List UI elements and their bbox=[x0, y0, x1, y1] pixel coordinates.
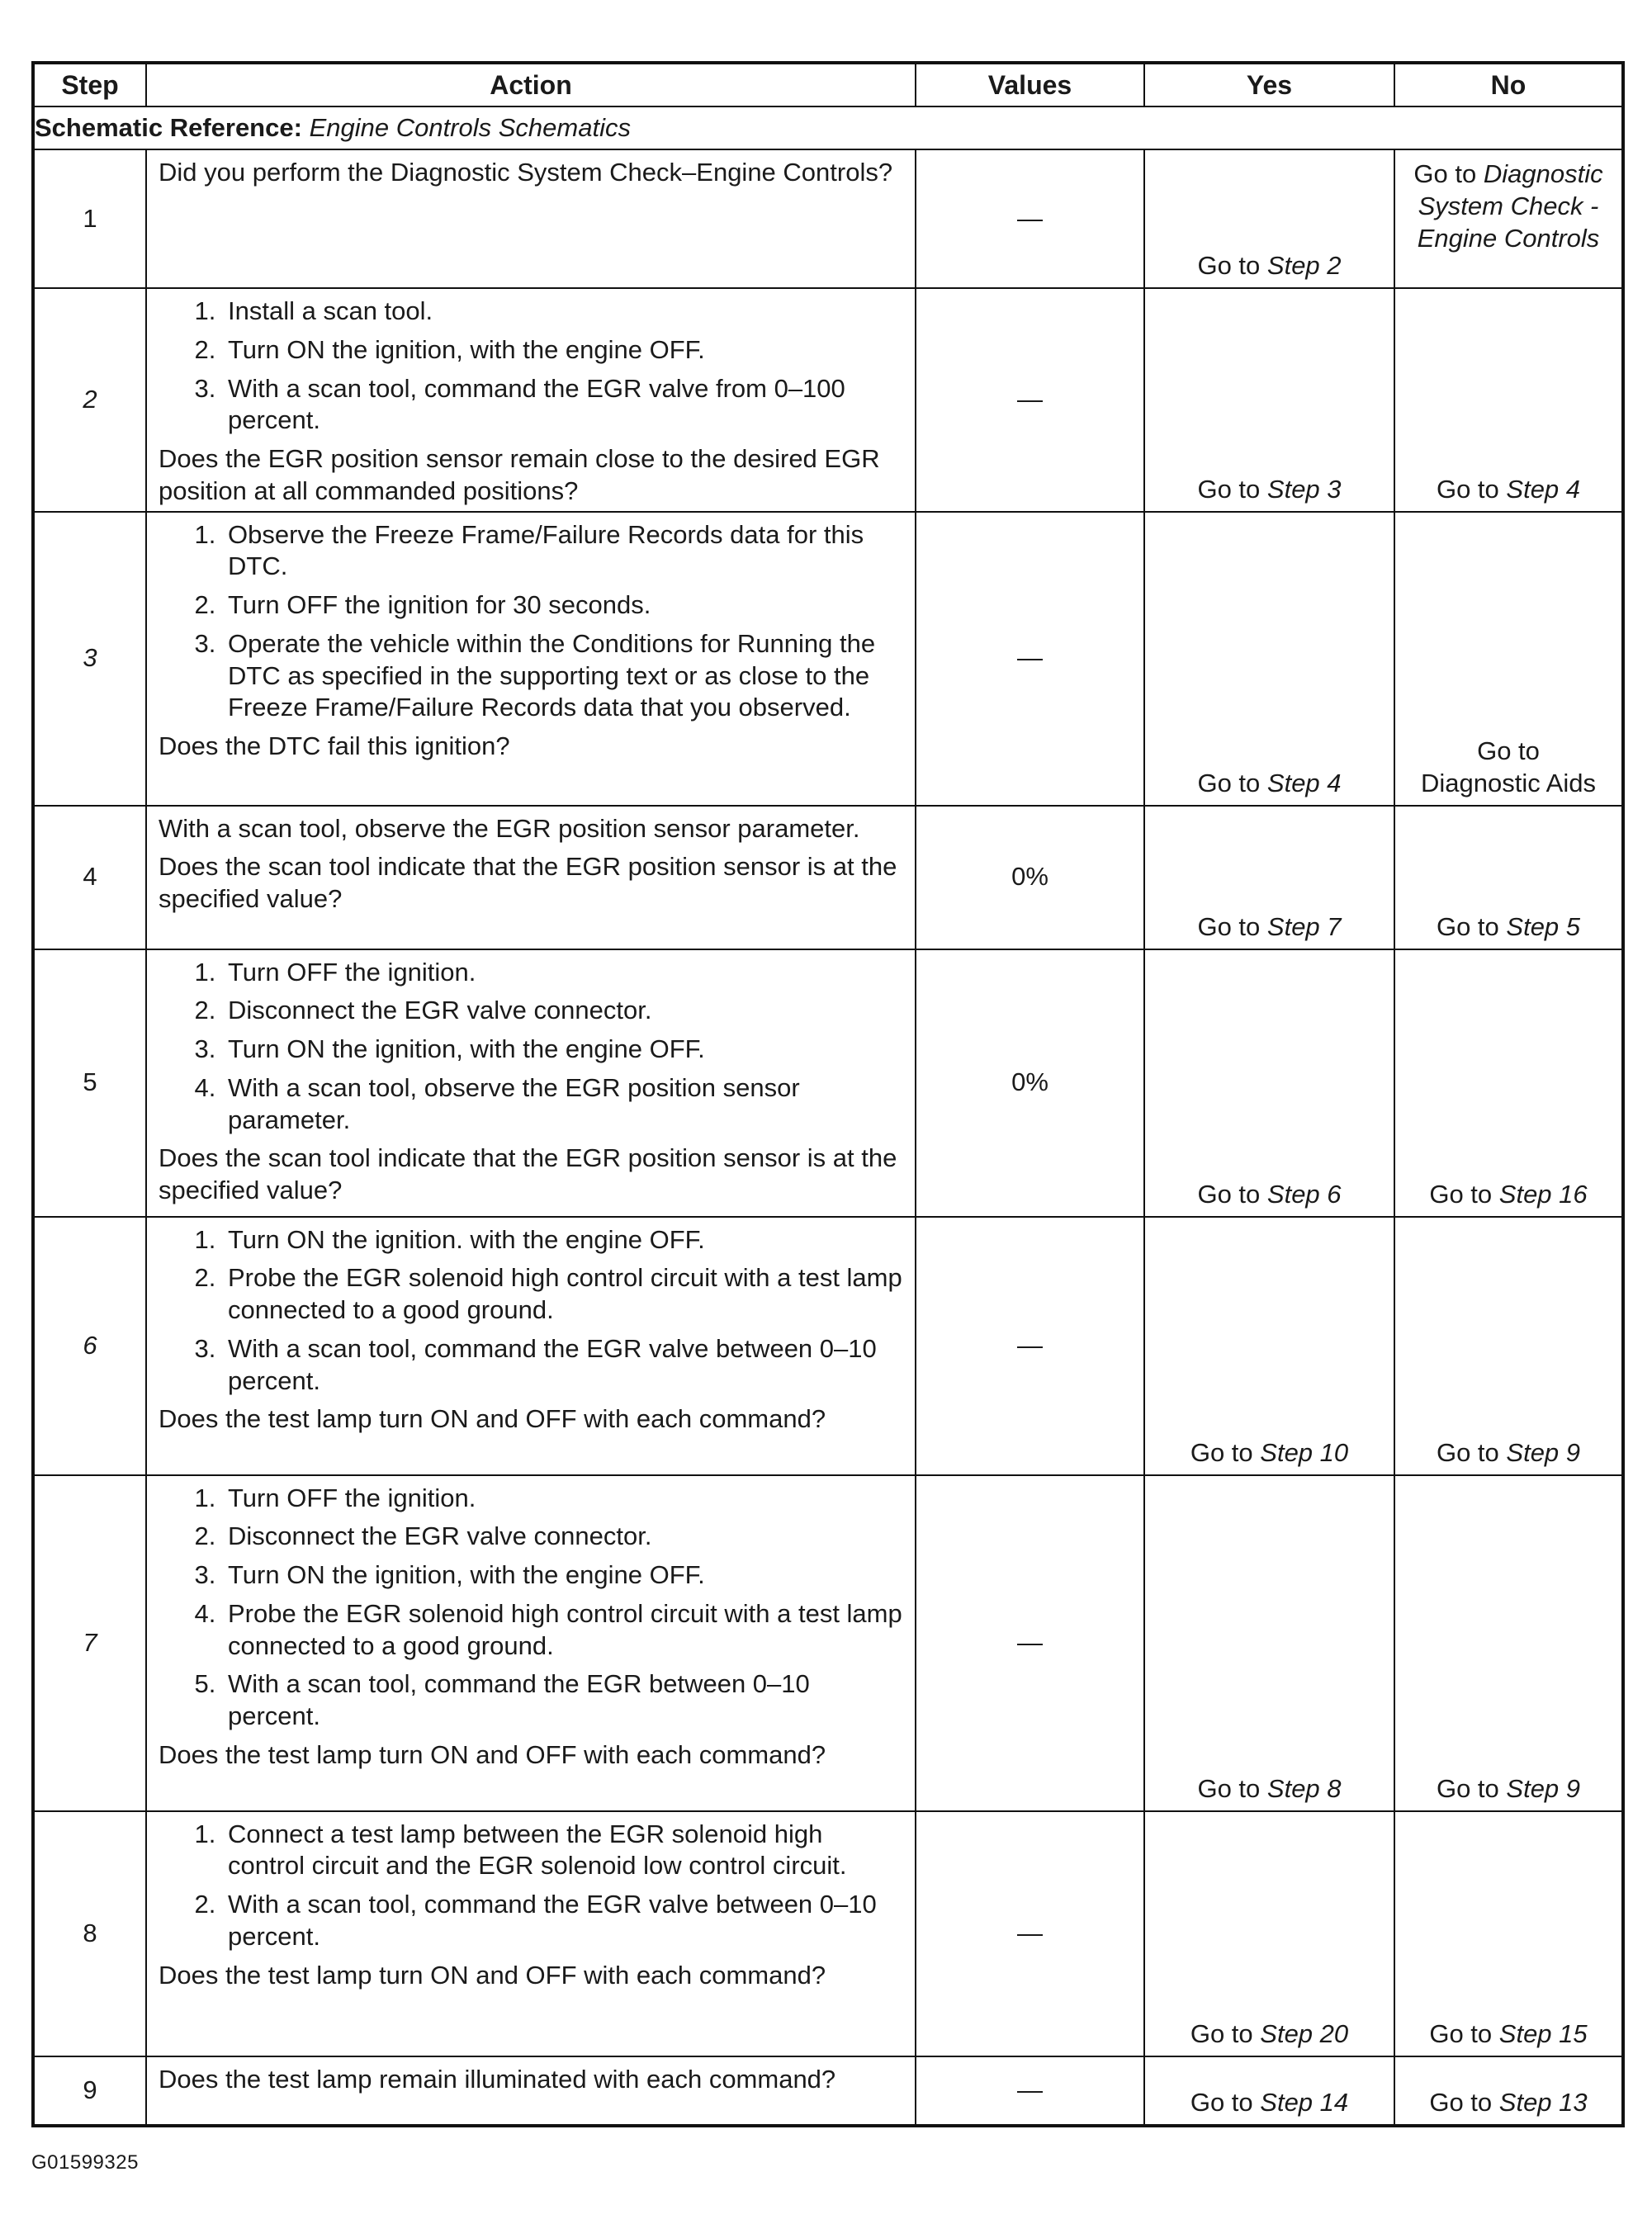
action-question: Does the test lamp turn ON and OFF with each command? bbox=[159, 1960, 826, 1990]
schematic-reference-row bbox=[33, 106, 1623, 149]
action-text: With a scan tool, observe the EGR position sensor parameter. bbox=[159, 813, 860, 843]
yes-target: Step 10 bbox=[1260, 1437, 1349, 1467]
table-row bbox=[33, 1217, 1623, 1475]
no-cell bbox=[1394, 1217, 1623, 1475]
yes-cell bbox=[1144, 2056, 1394, 2126]
action-item: 1. Turn OFF the ignition. bbox=[223, 1483, 903, 1515]
no-target: Diagnostic Aids bbox=[1421, 768, 1596, 797]
yes-cell bbox=[1144, 949, 1394, 1217]
header-yes: Yes bbox=[1144, 63, 1394, 106]
values-cell: 0% bbox=[916, 949, 1144, 1217]
action-item: 2. Probe the EGR solenoid high control circuit with a test lamp connected to a good ground. bbox=[223, 1262, 903, 1327]
table-row bbox=[33, 806, 1623, 949]
step-number: 7 bbox=[33, 1475, 146, 1811]
action-item: 1. Observe the Freeze Frame/Failure Records data for this DTC. bbox=[223, 519, 903, 584]
yes-prefix: Go to bbox=[1190, 2018, 1261, 2048]
yes-cell bbox=[1144, 1475, 1394, 1811]
yes-prefix: Go to bbox=[1197, 251, 1267, 281]
action-question: Does the DTC fail this ignition? bbox=[159, 731, 510, 760]
action-cell bbox=[146, 288, 916, 512]
values-cell: — bbox=[916, 149, 1144, 288]
table-row bbox=[33, 1475, 1623, 1811]
action-cell bbox=[146, 149, 916, 288]
yes-target: Step 20 bbox=[1260, 2018, 1349, 2048]
schematic-reference bbox=[33, 106, 1623, 149]
action-item: 3. With a scan tool, command the EGR valve between 0–10 percent. bbox=[223, 1333, 903, 1398]
values-cell: — bbox=[916, 1811, 1144, 2056]
step-number: 4 bbox=[33, 806, 146, 949]
action-cell bbox=[146, 1217, 916, 1475]
figure-id: G01599325 bbox=[31, 2151, 139, 2174]
action-cell bbox=[146, 2056, 916, 2126]
step-number: 1 bbox=[33, 149, 146, 288]
no-prefix: Go to bbox=[1413, 159, 1484, 188]
action-item: 2. Turn ON the ignition, with the engine OFF. bbox=[223, 334, 903, 367]
step-number: 6 bbox=[33, 1217, 146, 1475]
yes-cell bbox=[1144, 1217, 1394, 1475]
action-list bbox=[159, 1819, 903, 1953]
table-row bbox=[33, 288, 1623, 512]
step-number: 5 bbox=[33, 949, 146, 1217]
action-item: 1. Connect a test lamp between the EGR solenoid high control circuit and the EGR solenoid low control circuit. bbox=[223, 1819, 903, 1883]
action-question: Does the test lamp turn ON and OFF with each command? bbox=[159, 1404, 826, 1434]
values-cell: — bbox=[916, 512, 1144, 806]
action-list bbox=[159, 1224, 903, 1398]
yes-target: Step 8 bbox=[1266, 1773, 1342, 1803]
diagnostic-table bbox=[31, 61, 1625, 2127]
yes-target: Step 14 bbox=[1260, 2087, 1349, 2117]
values-cell: 0% bbox=[916, 806, 1144, 949]
action-text: Did you perform the Diagnostic System Check–Engine Controls? bbox=[159, 158, 893, 187]
no-target: Step 5 bbox=[1506, 911, 1581, 941]
no-target: Step 9 bbox=[1506, 1437, 1581, 1467]
action-cell bbox=[146, 1475, 916, 1811]
action-question: Does the scan tool indicate that the EGR position sensor is at the specified value? bbox=[159, 1143, 897, 1204]
no-prefix: Go to bbox=[1436, 1437, 1507, 1467]
yes-prefix: Go to bbox=[1190, 1437, 1261, 1467]
header-action: Action bbox=[146, 63, 916, 106]
action-cell bbox=[146, 949, 916, 1217]
no-cell bbox=[1394, 149, 1623, 288]
header-step: Step bbox=[33, 63, 146, 106]
no-target: Step 16 bbox=[1498, 1179, 1588, 1209]
no-prefix: Go to bbox=[1429, 2087, 1499, 2117]
step-number: 3 bbox=[33, 512, 146, 806]
no-cell bbox=[1394, 949, 1623, 1217]
yes-prefix: Go to bbox=[1197, 1179, 1267, 1209]
action-item: 2. Turn OFF the ignition for 30 seconds. bbox=[223, 589, 903, 622]
no-prefix: Go to bbox=[1429, 1179, 1499, 1209]
table-row bbox=[33, 949, 1623, 1217]
action-list bbox=[159, 1483, 903, 1733]
no-prefix: Go to bbox=[1436, 1773, 1507, 1803]
no-prefix: Go to bbox=[1436, 474, 1507, 504]
step-number: 2 bbox=[33, 288, 146, 512]
no-target: Step 15 bbox=[1498, 2018, 1588, 2048]
action-cell bbox=[146, 1811, 916, 2056]
header-values: Values bbox=[916, 63, 1144, 106]
table-row bbox=[33, 1811, 1623, 2056]
action-item: 1. Turn ON the ignition. with the engine OFF. bbox=[223, 1224, 903, 1256]
yes-target: Step 3 bbox=[1266, 474, 1342, 504]
yes-cell bbox=[1144, 288, 1394, 512]
yes-target: Step 2 bbox=[1266, 251, 1342, 281]
values-cell: — bbox=[916, 288, 1144, 512]
no-target: Diagnostic System Check - Engine Controls bbox=[1417, 159, 1603, 253]
no-cell bbox=[1394, 288, 1623, 512]
action-item: 2. Disconnect the EGR valve connector. bbox=[223, 1521, 903, 1553]
action-item: 2. Disconnect the EGR valve connector. bbox=[223, 995, 903, 1027]
table-row bbox=[33, 149, 1623, 288]
action-item: 1. Install a scan tool. bbox=[223, 296, 903, 328]
no-cell bbox=[1394, 1811, 1623, 2056]
action-item: 3. Turn ON the ignition, with the engine OFF. bbox=[223, 1559, 903, 1592]
yes-prefix: Go to bbox=[1197, 911, 1267, 941]
step-number: 9 bbox=[33, 2056, 146, 2126]
schematic-reference-value: Engine Controls Schematics bbox=[309, 112, 631, 142]
no-target: Step 13 bbox=[1498, 2087, 1588, 2117]
action-cell bbox=[146, 806, 916, 949]
yes-cell bbox=[1144, 806, 1394, 949]
action-item: 3. Turn ON the ignition, with the engine OFF. bbox=[223, 1034, 903, 1066]
yes-cell bbox=[1144, 149, 1394, 288]
action-text: Does the test lamp remain illuminated with each command? bbox=[159, 2064, 836, 2094]
action-item: 4. With a scan tool, observe the EGR position sensor parameter. bbox=[223, 1072, 903, 1137]
action-item: 1. Turn OFF the ignition. bbox=[223, 957, 903, 989]
no-prefix: Go to bbox=[1436, 911, 1507, 941]
step-number: 8 bbox=[33, 1811, 146, 2056]
values-cell: — bbox=[916, 1475, 1144, 1811]
action-list bbox=[159, 519, 903, 725]
table-row bbox=[33, 512, 1623, 806]
no-cell bbox=[1394, 2056, 1623, 2126]
no-prefix: Go to bbox=[1477, 736, 1540, 765]
action-item: 3. With a scan tool, command the EGR valve from 0–100 percent. bbox=[223, 373, 903, 438]
schematic-reference-label: Schematic Reference: bbox=[35, 112, 302, 142]
yes-cell bbox=[1144, 512, 1394, 806]
action-question: Does the EGR position sensor remain close to the desired EGR position at all commanded positions? bbox=[159, 444, 880, 505]
header-row bbox=[33, 63, 1623, 106]
action-item: 4. Probe the EGR solenoid high control circuit with a test lamp connected to a good ground. bbox=[223, 1598, 903, 1663]
no-prefix: Go to bbox=[1429, 2018, 1499, 2048]
yes-cell bbox=[1144, 1811, 1394, 2056]
no-cell bbox=[1394, 1475, 1623, 1811]
yes-prefix: Go to bbox=[1197, 768, 1267, 797]
action-item: 5. With a scan tool, command the EGR between 0–10 percent. bbox=[223, 1668, 903, 1733]
no-target: Step 9 bbox=[1506, 1773, 1581, 1803]
action-list bbox=[159, 296, 903, 437]
action-question: Does the scan tool indicate that the EGR position sensor is at the specified value? bbox=[159, 852, 897, 913]
values-cell: — bbox=[916, 2056, 1144, 2126]
yes-target: Step 4 bbox=[1266, 768, 1342, 797]
values-cell: — bbox=[916, 1217, 1144, 1475]
no-target: Step 4 bbox=[1506, 474, 1581, 504]
action-list bbox=[159, 957, 903, 1137]
table-row bbox=[33, 2056, 1623, 2126]
action-question: Does the test lamp turn ON and OFF with each command? bbox=[159, 1739, 826, 1769]
yes-prefix: Go to bbox=[1197, 1773, 1267, 1803]
header-no: No bbox=[1394, 63, 1623, 106]
yes-target: Step 7 bbox=[1266, 911, 1342, 941]
no-cell bbox=[1394, 512, 1623, 806]
action-item: 3. Operate the vehicle within the Conditions for Running the DTC as specified in the supporting text or as close to the Freeze Frame/Failure Records data that you observed. bbox=[223, 628, 903, 724]
action-item: 2. With a scan tool, command the EGR valve between 0–10 percent. bbox=[223, 1889, 903, 1953]
yes-prefix: Go to bbox=[1190, 2087, 1261, 2117]
no-cell bbox=[1394, 806, 1623, 949]
yes-target: Step 6 bbox=[1266, 1179, 1342, 1209]
yes-prefix: Go to bbox=[1197, 474, 1267, 504]
action-cell bbox=[146, 512, 916, 806]
